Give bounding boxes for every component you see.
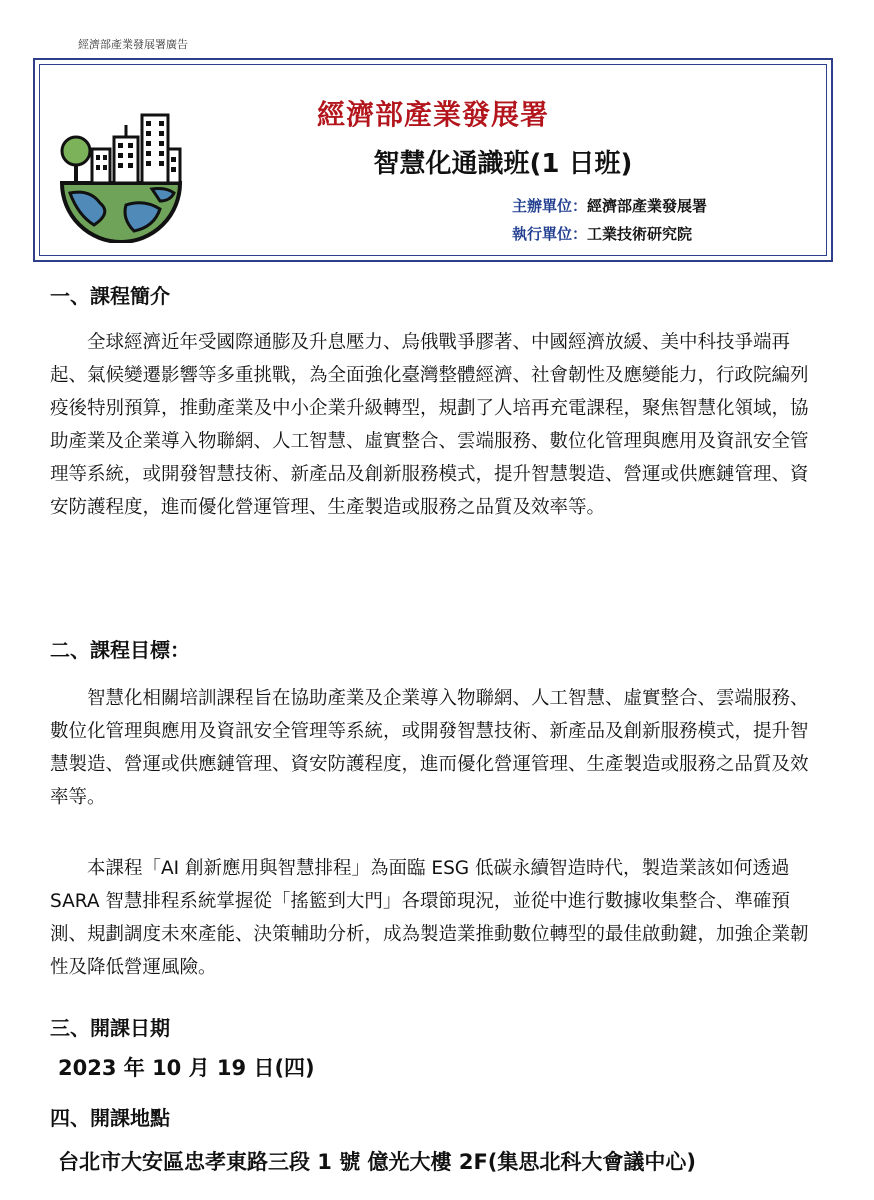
course-location: 台北市大安區忠孝東路三段 1 號 億光大樓 2F(集思北科大會議中心): [58, 1150, 697, 1174]
executor-line: [512, 223, 692, 244]
section-heading-date: 三、開課日期: [50, 1016, 170, 1040]
section-heading-goals: 二、課程目標：: [50, 638, 190, 662]
organizer-line: [512, 195, 707, 216]
intro-paragraph: 全球經濟近年受國際通膨及升息壓力、烏俄戰爭膠著、中國經濟放緩、美中科技爭端再起、氣候變遷影響等多重挑戰，為全面強化臺灣整體經濟、社會韌性及應變能力，行政院編列疫後特別預算，推動產業及中小企業升級轉型，規劃了人培再充電課程，聚焦智慧化領域，協助產業及企業導入物聯網、人工智慧、虛實整合、雲端服務、數位化管理與應用及資訊安全管理等系統，或開發智慧技術、新產品及創新服務模式，提升智慧製造、營運或供應鏈管理、資安防護程度，進而優化營運管理、生產製造或服務之品質及效率等。: [50, 332, 809, 518]
organizer-value: 經濟部產業發展署: [587, 197, 708, 215]
executor-value: 工業技術研究院: [587, 225, 693, 243]
goals-paragraph-1: 智慧化相關培訓課程旨在協助產業及企業導入物聯網、人工智慧、虛實整合、雲端服務、數位化管理與應用及資訊安全管理等系統，或開發智慧技術、新產品及創新服務模式，提升智慧製造、營運或供應鏈管理、資安防護程度，進而優化營運管理、生產製造或服務之品質及效率等。: [50, 688, 809, 808]
banner-title: 經濟部產業發展署: [316, 98, 549, 131]
course-date: 2023 年 10 月 19 日(四): [58, 1056, 315, 1080]
ad-note: 經濟部產業發展署廣告: [78, 38, 188, 51]
executor-label: 執行單位：: [512, 225, 588, 243]
banner-subtitle: 智慧化通識班(1 日班): [373, 149, 633, 179]
section-heading-intro: 一、課程簡介: [50, 284, 170, 308]
banner-inner: [39, 64, 827, 256]
section-heading-location: 四、開課地點: [50, 1106, 170, 1130]
course-banner: [33, 58, 833, 262]
organizer-label: 主辦單位：: [512, 197, 588, 215]
goals-paragraph-2: 本課程「AI 創新應用與智慧排程」為面臨 ESG 低碳永續智造時代，製造業該如何透過 SARA 智慧排程系統掌握從「搖籃到大門」各環節現況，並從中進行數據收集整合、準確預測、規劃調度未來產能、決策輔助分析，成為製造業推動數位轉型的最佳啟動鍵，加強企業韌性及降低營運風險。: [50, 858, 809, 978]
